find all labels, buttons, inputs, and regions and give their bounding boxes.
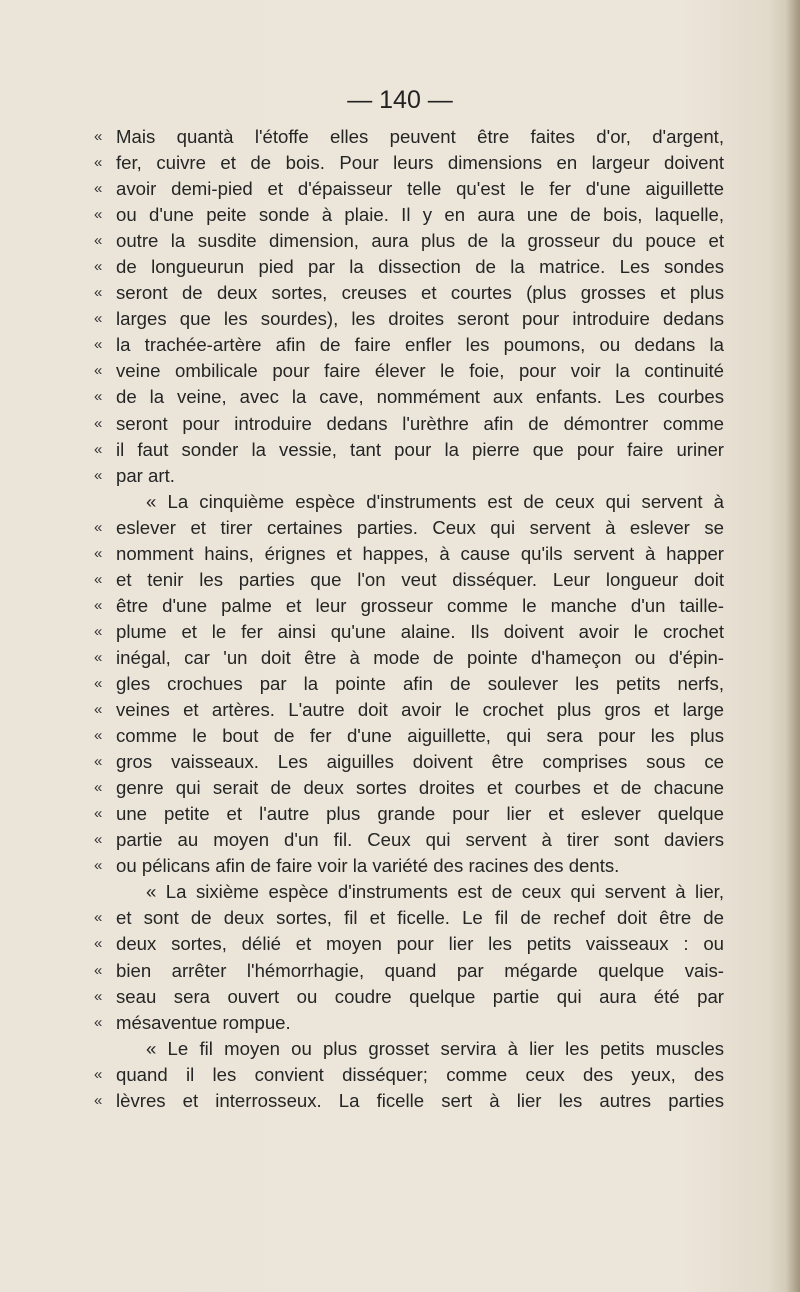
- guillemet-mark: «: [94, 466, 103, 484]
- guillemet-mark: «: [94, 180, 103, 198]
- text-line: [94, 358, 724, 384]
- guillemet-mark: «: [94, 336, 103, 354]
- text-line: [94, 228, 724, 254]
- line-text: inégal, car 'un doit être à mode de pointe d'hameçon ou d'épin-: [116, 646, 724, 668]
- text-line: [94, 332, 724, 358]
- line-text: deux sortes, délié et moyen pour lier les petits vaisseaux : ou: [116, 933, 724, 955]
- guillemet-mark: «: [94, 570, 103, 588]
- line-text: lèvres et interrosseux. La ficelle sert à lier les autres parties: [116, 1089, 724, 1111]
- guillemet-mark: «: [94, 1091, 103, 1109]
- line-text: genre qui serait de deux sortes droites et courbes et de chacune: [116, 777, 724, 799]
- line-text: plume et le fer ainsi qu'une alaine. Ils doivent avoir le crochet: [116, 620, 724, 642]
- guillemet-mark: «: [94, 440, 103, 458]
- guillemet-mark: «: [94, 206, 103, 224]
- text-line: [94, 515, 724, 541]
- line-text: une petite et l'autre plus grande pour lier et eslever quelque: [116, 803, 724, 825]
- guillemet-mark: «: [94, 544, 103, 562]
- guillemet-mark: «: [94, 648, 103, 666]
- guillemet-mark: «: [94, 961, 103, 979]
- text-line: [94, 619, 724, 645]
- line-text: nomment hains, érignes et happes, à cause qu'ils servent à happer: [116, 542, 724, 564]
- text-line: [94, 124, 724, 150]
- line-text: par art.: [116, 464, 175, 486]
- line-text: avoir demi-pied et d'épaisseur telle qu'est le fer d'une aiguillette: [116, 178, 724, 200]
- guillemet-mark: «: [94, 128, 103, 145]
- line-text: veines et artères. L'autre doit avoir le crochet plus gros et large: [116, 699, 724, 721]
- text-line: [94, 437, 724, 463]
- text-line: [94, 931, 724, 957]
- text-line: [94, 749, 724, 775]
- line-text: partie au moyen d'un fil. Ceux qui servent à tirer sont daviers: [116, 829, 724, 851]
- line-text: ou pélicans afin de faire voir la variété des racines des dents.: [116, 855, 620, 877]
- text-line: [94, 1036, 724, 1062]
- line-text: « La sixième espèce d'instruments est de ceux qui servent à lier,: [146, 881, 724, 903]
- guillemet-mark: «: [94, 727, 103, 745]
- line-text: de la veine, avec la cave, nommément aux enfants. Les courbes: [116, 386, 724, 408]
- text-line: [94, 984, 724, 1010]
- text-line: [94, 176, 724, 202]
- guillemet-mark: «: [94, 362, 103, 380]
- text-line: [94, 202, 724, 228]
- text-line: [94, 489, 724, 515]
- text-line: [94, 1062, 724, 1088]
- guillemet-mark: «: [94, 388, 103, 406]
- text-line: [94, 306, 724, 332]
- line-text: gles crochues par la pointe afin de soulever les petits nerfs,: [116, 672, 724, 694]
- text-line: [94, 671, 724, 697]
- text-line: [94, 254, 724, 280]
- guillemet-mark: «: [94, 935, 103, 953]
- line-text: larges que les sourdes), les droites seront pour introduire dedans: [116, 308, 724, 330]
- page-edge-shadow: [786, 0, 800, 1292]
- line-text: outre la susdite dimension, aura plus de la grosseur du pouce et: [116, 230, 724, 252]
- page-number: — 140 —: [347, 86, 453, 114]
- line-text: bien arrêter l'hémorrhagie, quand par mégarde quelque vais-: [116, 959, 724, 981]
- line-text: il faut sonder la vessie, tant pour la pierre que pour faire uriner: [116, 438, 724, 460]
- text-line: [94, 384, 724, 410]
- guillemet-mark: «: [94, 1065, 103, 1083]
- line-text: fer, cuivre et de bois. Pour leurs dimensions en largeur doivent: [116, 152, 724, 174]
- text-line: [94, 958, 724, 984]
- text-line: [94, 697, 724, 723]
- guillemet-mark: «: [94, 831, 103, 849]
- line-text: seront pour introduire dedans l'urèthre afin de démontrer comme: [116, 412, 724, 434]
- line-text: veine ombilicale pour faire élever le foie, pour voir la continuité: [116, 360, 724, 382]
- text-line: [94, 1088, 724, 1114]
- guillemet-mark: «: [94, 857, 103, 875]
- guillemet-mark: «: [94, 310, 103, 328]
- guillemet-mark: «: [94, 232, 103, 250]
- guillemet-mark: «: [94, 596, 103, 614]
- guillemet-mark: «: [94, 987, 103, 1005]
- guillemet-mark: «: [94, 414, 103, 432]
- line-text: et sont de deux sortes, fil et ficelle. Le fil de rechef doit être de: [116, 907, 724, 929]
- line-text: eslever et tirer certaines parties. Ceux qui servent à eslever se: [116, 516, 724, 538]
- line-text: mésaventue rompue.: [116, 1011, 291, 1033]
- guillemet-mark: «: [94, 674, 103, 692]
- line-text: quand il les convient disséquer; comme ceux des yeux, des: [116, 1063, 724, 1085]
- guillemet-mark: «: [94, 1013, 103, 1031]
- line-text: « Le fil moyen ou plus grosset servira à lier les petits muscles: [146, 1037, 724, 1059]
- line-text: comme le bout de fer d'une aiguillette, qui sera pour les plus: [116, 725, 724, 747]
- text-line: [94, 280, 724, 306]
- guillemet-mark: «: [94, 518, 103, 536]
- guillemet-mark: «: [94, 622, 103, 640]
- text-line: [94, 150, 724, 176]
- line-text: seront de deux sortes, creuses et courtes (plus grosses et plus: [116, 282, 724, 304]
- guillemet-mark: «: [94, 284, 103, 302]
- line-text: être d'une palme et leur grosseur comme le manche d'un taille-: [116, 594, 724, 616]
- text-line: [94, 801, 724, 827]
- text-line: [94, 879, 724, 905]
- text-line: [94, 411, 724, 437]
- guillemet-mark: «: [94, 779, 103, 797]
- line-text: ou d'une peite sonde à plaie. Il y en aura une de bois, laquelle,: [116, 204, 724, 226]
- text-line: [94, 645, 724, 671]
- text-line: [94, 905, 724, 931]
- text-line: [94, 593, 724, 619]
- line-text: et tenir les parties que l'on veut disséquer. Leur longueur doit: [116, 568, 724, 590]
- line-text: de longueurun pied par la dissection de la matrice. Les sondes: [116, 256, 724, 278]
- text-line: [94, 463, 724, 489]
- line-text: seau sera ouvert ou coudre quelque partie qui aura été par: [116, 985, 724, 1007]
- line-text: Mais quantà l'étoffe elles peuvent être faites d'or, d'argent,: [116, 126, 724, 147]
- guillemet-mark: «: [94, 805, 103, 823]
- text-line: [94, 567, 724, 593]
- guillemet-mark: «: [94, 753, 103, 771]
- line-text: « La cinquième espèce d'instruments est de ceux qui servent à: [146, 490, 724, 512]
- line-text: gros vaisseaux. Les aiguilles doivent être comprises sous ce: [116, 751, 724, 773]
- text-line: [94, 853, 724, 879]
- guillemet-mark: «: [94, 154, 103, 172]
- text-line: [94, 723, 724, 749]
- text-line: [94, 827, 724, 853]
- text-line: [94, 775, 724, 801]
- guillemet-mark: «: [94, 701, 103, 719]
- body-text: [94, 124, 724, 1114]
- guillemet-mark: «: [94, 909, 103, 927]
- text-line: [94, 541, 724, 567]
- guillemet-mark: «: [94, 258, 103, 276]
- text-line: [94, 1010, 724, 1036]
- line-text: la trachée-artère afin de faire enfler les poumons, ou dedans la: [116, 334, 724, 356]
